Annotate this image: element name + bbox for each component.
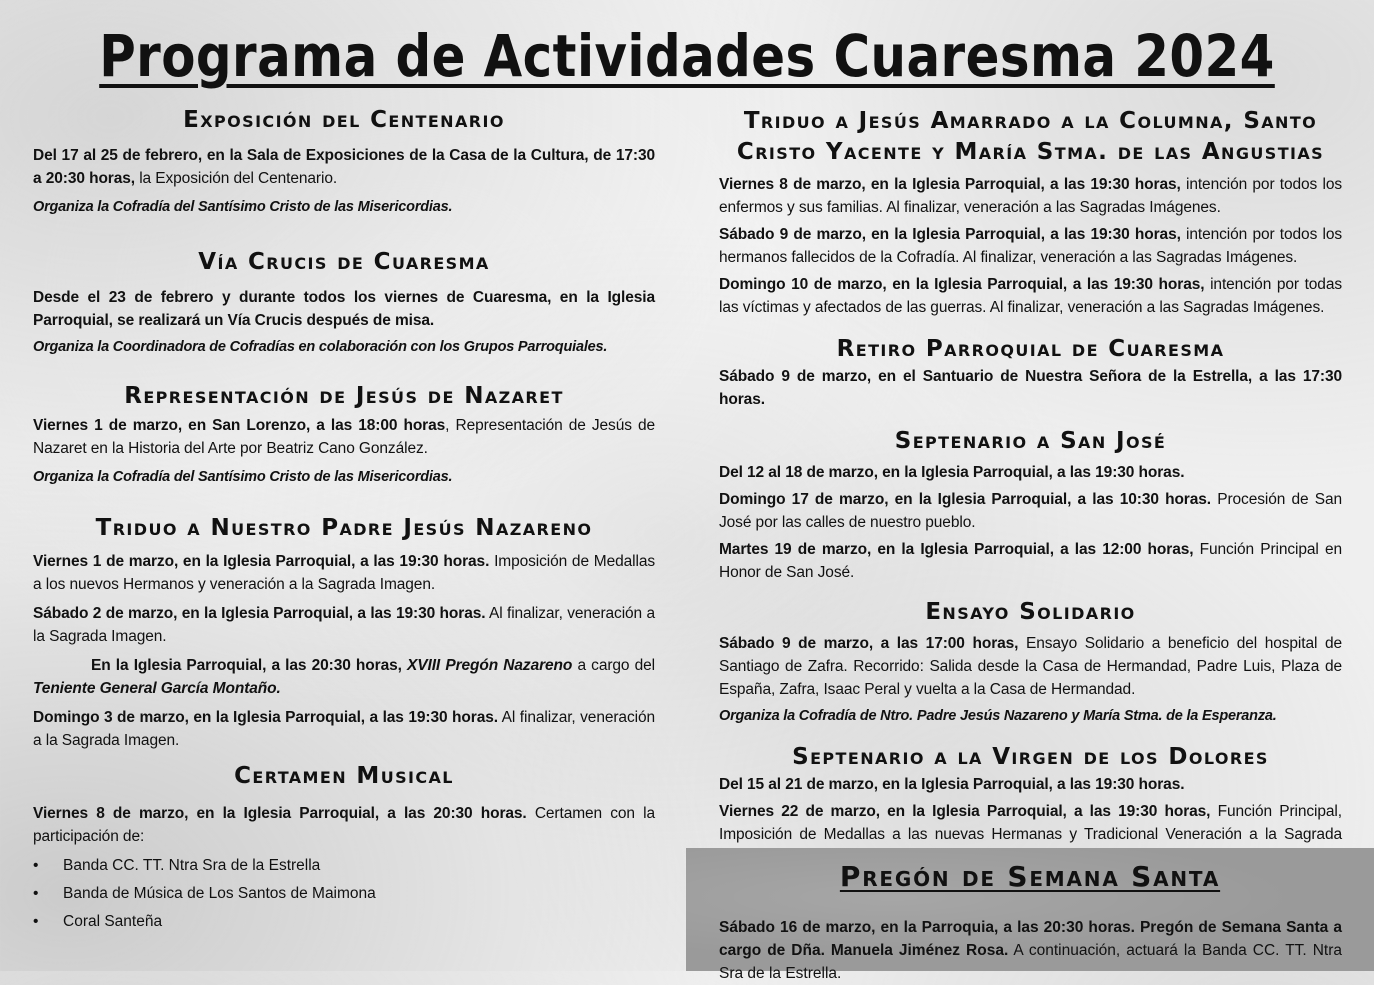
pregon-title-text: Pregón de Semana Santa — [839, 860, 1221, 893]
event-paragraph: Viernes 1 de marzo, en San Lorenzo, a las 18:00 horas, Representación de Jesús de Nazaret en la Historia del Arte por Beatriz Cano González. — [33, 417, 655, 457]
event-paragraph: Del 15 al 21 de marzo, en la Iglesia Parroquial, a las 19:30 horas. — [719, 776, 1185, 793]
section-triduo-amarrado — [719, 106, 1342, 319]
right-column — [719, 106, 1342, 873]
event-paragraph: Domingo 17 de marzo, en la Iglesia Parroquial, a las 10:30 horas. Procesión de San José por las calles de nuestro pueblo. — [719, 491, 1342, 531]
section-exposicion — [33, 106, 655, 218]
section-retiro — [719, 335, 1342, 411]
page-title-text: Programa de Actividades Cuaresma 2024 — [99, 22, 1275, 90]
section-septenario-jose — [719, 427, 1342, 584]
organizer-note: Organiza la Cofradía de Ntro. Padre Jesús Nazareno y María Stma. de la Esperanza. — [719, 708, 1277, 724]
pregon-paragraph: Sábado 16 de marzo, en la Parroquia, a las 20:30 horas. Pregón de Semana Santa a cargo de Dña. Manuela Jiménez Rosa. A continuación, actuará la Banda CC. TT. Ntra Sra de la Estrella. — [719, 918, 1343, 982]
event-paragraph: Sábado 9 de marzo, a las 17:00 horas, Ensayo Solidario a beneficio del hospital de Santiago de Zafra. Recorrido: Salida desde la Casa de Hermandad, Padre Luis, Plaza de España, Zafra, Isaac Peral y vuelta a la Casa de Hermandad. — [719, 635, 1342, 698]
page-title — [96, 22, 1278, 90]
section-title: Triduo a Nuestro Padre Jesús Nazareno — [95, 515, 593, 541]
section-title-line: Cristo Yacente y María Stma. de las Angustias — [736, 139, 1325, 165]
event-paragraph: Viernes 1 de marzo, en la Iglesia Parroquial, a las 19:30 horas. Imposición de Medallas a los nuevos Hermanos y veneración a la Sagrada Imagen. — [33, 553, 655, 593]
event-paragraph: Viernes 8 de marzo, en la Iglesia Parroquial, a las 20:30 horas. Certamen con la participación de: — [33, 805, 655, 845]
event-paragraph: Martes 19 de marzo, en la Iglesia Parroquial, a las 12:00 horas, Función Principal en Honor de San José. — [719, 541, 1342, 581]
event-paragraph: Viernes 22 de marzo, en la Iglesia Parroquial, a las 19:30 horas, Función Principal, Imposición de Medallas a las nuevas Hermanas y Tradicional Veneración a la Sagrada — [719, 803, 1342, 843]
list-item: • Banda CC. TT. Ntra Sra de la Estrella — [33, 852, 655, 880]
event-paragraph: En la Iglesia Parroquial, a las 20:30 horas, XVIII Pregón Nazareno a cargo del Teniente General García Montaño. — [33, 657, 656, 697]
section-title: Septenario a San José — [894, 428, 1167, 454]
section-title: Certamen Musical — [234, 763, 454, 789]
event-paragraph: Domingo 3 de marzo, en la Iglesia Parroquial, a las 19:30 horas. Al finalizar, veneración a la Sagrada Imagen. — [33, 709, 655, 749]
section-title: Septenario a la Virgen de los Dolores — [792, 744, 1269, 770]
left-column — [33, 106, 655, 936]
section-via-crucis — [33, 248, 655, 358]
section-triduo-nazareno — [33, 514, 655, 752]
pregon-title — [686, 860, 1374, 893]
list-item: • Coral Santeña — [33, 908, 655, 936]
section-ensayo — [719, 598, 1342, 727]
section-title: Vía Crucis de Cuaresma — [198, 249, 490, 275]
section-title: Retiro Parroquial de Cuaresma — [836, 336, 1225, 362]
event-paragraph: Del 17 al 25 de febrero, en la Sala de Exposiciones de la Casa de la Cultura, de 17:30 a 20:30 horas, la Exposición del Centenario. — [33, 147, 655, 187]
event-paragraph: Domingo 10 de marzo, en la Iglesia Parroquial, a las 19:30 horas, intención por todas las víctimas y afectados de las guerras. Al finalizar, veneración a las Sagradas Imágenes. — [719, 276, 1342, 316]
section-representacion — [33, 382, 655, 488]
section-title: Ensayo Solidario — [925, 599, 1136, 625]
section-title: Representación de Jesús de Nazaret — [124, 383, 564, 409]
event-paragraph: Sábado 9 de marzo, en el Santuario de Nuestra Señora de la Estrella, a las 17:30 horas. — [719, 368, 1342, 408]
event-paragraph: Sábado 2 de marzo, en la Iglesia Parroquial, a las 19:30 horas. Al finalizar, veneración a la Sagrada Imagen. — [33, 605, 656, 645]
organizer-note: Organiza la Coordinadora de Cofradías en colaboración con los Grupos Parroquiales. — [33, 339, 608, 355]
section-title: Exposición del Centenario — [183, 107, 505, 133]
event-paragraph: Viernes 8 de marzo, en la Iglesia Parroquial, a las 19:30 horas, intención por todos los enfermos y sus familias. Al finalizar, veneración a las Sagradas Imágenes. — [719, 176, 1342, 216]
list-item: • Banda de Música de Los Santos de Maimona — [33, 880, 655, 908]
section-title — [719, 106, 1342, 168]
event-paragraph: Sábado 9 de marzo, en la Iglesia Parroquial, a las 19:30 horas, intención por todos los hermanos fallecidos de la Cofradía. Al finalizar, veneración a las Sagradas Imágenes. — [719, 226, 1342, 266]
section-certamen — [33, 762, 655, 936]
event-paragraph: Desde el 23 de febrero y durante todos los viernes de Cuaresma, en la Iglesia Parroquial, se realizará un Vía Crucis después de misa. — [33, 289, 655, 329]
organizer-note: Organiza la Cofradía del Santísimo Cristo de las Misericordias. — [33, 199, 453, 215]
pregon-highlight-box — [686, 848, 1374, 982]
event-paragraph: Del 12 al 18 de marzo, en la Iglesia Parroquial, a las 19:30 horas. — [719, 464, 1185, 481]
section-title-line: Triduo a Jesús Amarrado a la Columna, Santo — [743, 108, 1318, 134]
participant-list — [33, 852, 655, 936]
organizer-note: Organiza la Cofradía del Santísimo Cristo de las Misericordias. — [33, 469, 453, 485]
